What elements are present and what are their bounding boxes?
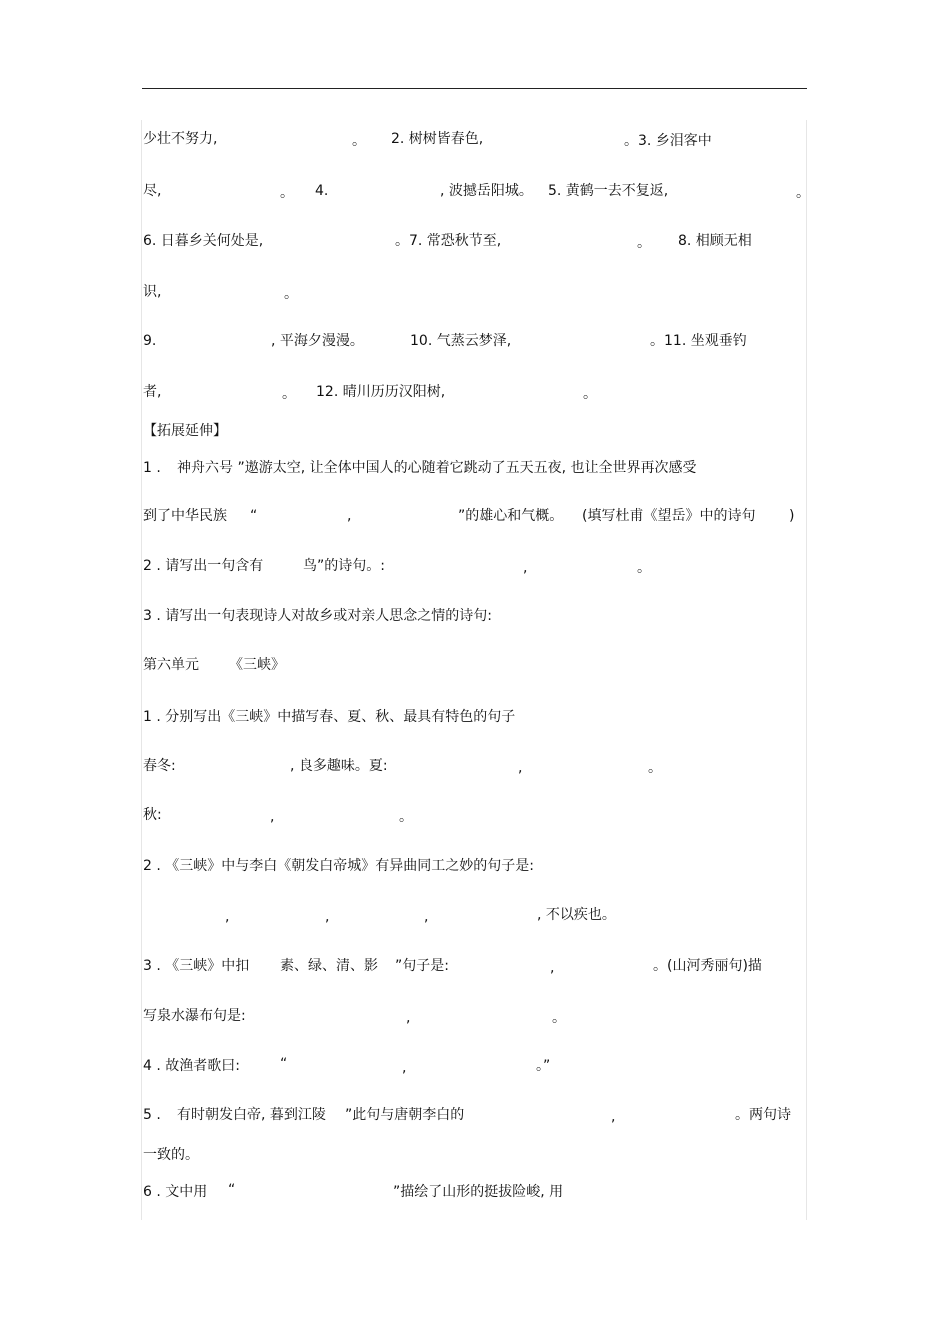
text-line-l20c: ,	[402, 1060, 407, 1076]
text-line-l5c: 10. 气蒸云梦泽,	[410, 333, 512, 349]
text-line-l3c: 。	[637, 235, 651, 251]
text-line-l19a: 写泉水瀑布句是:	[143, 1008, 246, 1024]
text-line-l5a: 9.	[143, 333, 157, 349]
text-line-l15c: 。	[399, 809, 413, 825]
text-line-l2d: , 波撼岳阳城。	[440, 183, 533, 199]
text-line-l2b: 。	[280, 185, 294, 201]
text-line-l1c: 2. 树树皆春色,	[391, 131, 484, 147]
text-line-l13: 1 . 分别写出《三峡》中描写春、夏、秋、最具有特色的句子	[143, 709, 516, 725]
text-line-l7: 【拓展延伸】	[143, 423, 227, 439]
text-line-l19c: 。	[552, 1010, 566, 1026]
text-line-l14b: , 良多趣味。夏:	[290, 758, 388, 774]
text-line-l15b: ,	[270, 809, 275, 825]
text-line-l18a: 3 . 《三峡》中扣	[143, 958, 250, 974]
text-line-l14c: ,	[518, 760, 523, 776]
text-line-l21d: ,	[611, 1109, 616, 1125]
text-line-l17b: ,	[325, 909, 330, 925]
text-line-l23c: ”描绘了山形的挺拔险峻, 用	[393, 1184, 564, 1200]
text-line-l9d: ”的雄心和气概。	[458, 508, 564, 524]
text-line-l12b: 《三峡》	[229, 657, 285, 673]
text-line-l2e: 5. 黄鹤一去不复返,	[548, 183, 669, 199]
text-line-l20a: 4 . 故渔者歌曰:	[143, 1058, 240, 1074]
text-line-l20d: 。”	[536, 1058, 551, 1074]
text-line-l22: 一致的。	[143, 1147, 199, 1163]
text-line-l18b: 素、绿、清、影	[280, 958, 378, 974]
page-right-edge	[806, 120, 807, 1220]
text-line-l2c: 4.	[315, 183, 329, 199]
text-line-l4a: 识,	[143, 284, 162, 300]
text-line-l5b: , 平海夕漫漫。	[271, 333, 364, 349]
text-line-l3b: 。7. 常恐秋节至,	[395, 233, 502, 249]
page-left-edge	[141, 120, 142, 1220]
text-line-l21e: 。两句诗	[735, 1107, 791, 1123]
text-line-l6b: 。	[282, 386, 296, 402]
text-line-l9a: 到了中华民族	[143, 508, 227, 524]
text-line-l16: 2 . 《三峡》中与李白《朝发白帝城》有异曲同工之妙的句子是:	[143, 858, 534, 874]
text-line-l6d: 。	[583, 386, 597, 402]
text-line-l21c: ”此句与唐朝李白的	[345, 1107, 465, 1123]
text-line-l20b: “	[280, 1056, 288, 1072]
text-line-l8b: 神舟六号 ”遨游太空, 让全体中国人的心随着它跳动了五天五夜, 也让全世界再次感受	[177, 460, 697, 476]
text-line-l6a: 者,	[143, 384, 162, 400]
text-line-l3d: 8. 相顾无相	[678, 233, 752, 249]
text-line-l18d: ,	[550, 960, 555, 976]
text-line-l17c: ,	[424, 909, 429, 925]
text-line-l14a: 春冬:	[143, 758, 176, 774]
text-line-l1b: 。	[352, 133, 366, 149]
text-line-l23b: “	[228, 1182, 236, 1198]
text-line-l10c: ,	[523, 560, 528, 576]
text-line-l10d: 。	[637, 560, 651, 576]
text-line-l3a: 6. 日暮乡关何处是,	[143, 233, 264, 249]
text-line-l14d: 。	[648, 760, 662, 776]
text-line-l9e: (填写杜甫《望岳》中的诗句	[582, 508, 756, 524]
text-line-l21b: 有时朝发白帝, 暮到江陵	[177, 1107, 326, 1123]
text-line-l21a: 5 .	[143, 1107, 161, 1123]
text-line-l9c: ,	[347, 508, 352, 524]
text-line-l18e: 。(山河秀丽句)描	[653, 958, 762, 974]
text-line-l10b: 鸟”的诗句。:	[303, 558, 385, 574]
text-line-l2a: 尽,	[143, 183, 162, 199]
text-line-l1d: 。3. 乡泪客中	[624, 133, 712, 149]
text-line-l19b: ,	[406, 1010, 411, 1026]
text-line-l23a: 6 . 文中用	[143, 1184, 208, 1200]
text-line-l15a: 秋:	[143, 807, 162, 823]
header-rule	[142, 88, 807, 89]
text-line-l17d: , 不以疾也。	[537, 907, 616, 923]
text-line-l6c: 12. 晴川历历汉阳树,	[316, 384, 446, 400]
text-line-l12a: 第六单元	[143, 657, 199, 673]
text-line-l5d: 。11. 坐观垂钓	[650, 333, 747, 349]
text-line-l8a: 1 .	[143, 460, 161, 476]
text-line-l9f: )	[789, 508, 795, 524]
text-line-l4b: 。	[284, 286, 298, 302]
text-line-l10a: 2 . 请写出一句含有	[143, 558, 264, 574]
text-line-l18c: ”句子是:	[395, 958, 449, 974]
text-line-l9b: “	[250, 508, 258, 524]
text-line-l11: 3 . 请写出一句表现诗人对故乡或对亲人思念之情的诗句:	[143, 608, 492, 624]
text-line-l1a: 少壮不努力,	[143, 131, 218, 147]
text-line-l17a: ,	[225, 909, 230, 925]
text-line-l2f: 。	[796, 185, 810, 201]
